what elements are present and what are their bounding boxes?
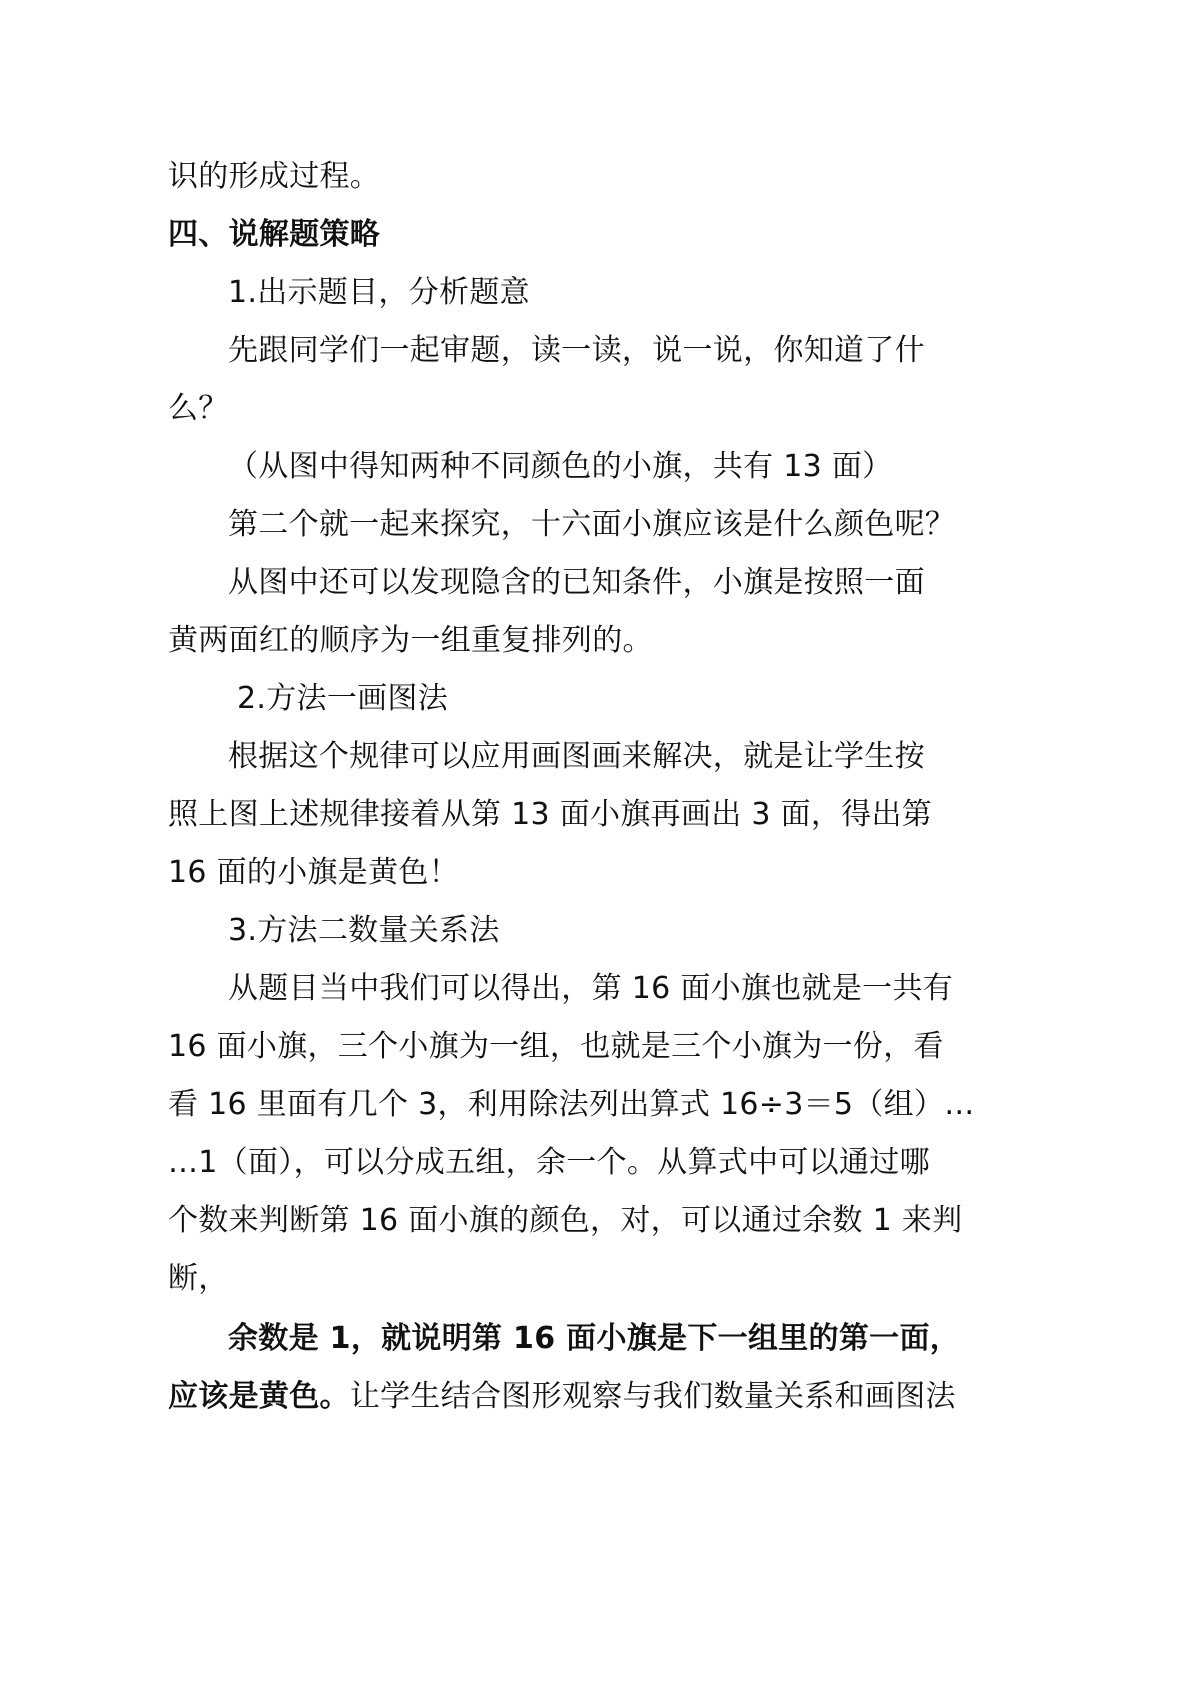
paragraph-line: 先跟同学们一起审题，读一读，说一说，你知道了什 — [228, 333, 925, 368]
emphasis-text: 应该是黄色。 — [168, 1379, 350, 1414]
section-heading: 四、说解题策略 — [168, 217, 381, 252]
paragraph-line: …1（面），可以分成五组，余一个。从算式中可以通过哪 — [168, 1145, 930, 1180]
paragraph-line: 第二个就一起来探究，十六面小旗应该是什么颜色呢？ — [228, 507, 956, 542]
emphasis-line: 余数是 1，就说明第 16 面小旗是下一组里的第一面， — [228, 1321, 961, 1356]
paragraph-line: 从图中还可以发现隐含的已知条件，小旗是按照一面 — [228, 565, 925, 600]
paragraph-line — [168, 1377, 956, 1417]
paragraph-line: 个数来判断第 16 面小旗的颜色，对，可以通过余数 1 来判 — [168, 1203, 963, 1238]
paragraph-line: 根据这个规律可以应用画图画来解决，就是让学生按 — [228, 739, 925, 774]
subheading: 2.方法一画图法 — [237, 681, 449, 716]
paragraph-line: 从题目当中我们可以得出，第 16 面小旗也就是一共有 — [228, 971, 954, 1006]
paragraph-line: 看 16 里面有几个 3，利用除法列出算式 16÷3＝5（组）… — [168, 1087, 975, 1122]
paragraph-line: 黄两面红的顺序为一组重复排列的。 — [168, 623, 653, 658]
paragraph-line: （从图中得知两种不同颜色的小旗，共有 13 面） — [228, 449, 893, 484]
paragraph-line: 断， — [168, 1261, 229, 1296]
paragraph-line: 么？ — [168, 391, 229, 426]
paragraph-line: 16 面小旗，三个小旗为一组，也就是三个小旗为一份，看 — [168, 1029, 944, 1064]
paragraph-line: 识的形成过程。 — [168, 159, 381, 194]
paragraph-text: 让学生结合图形观察与我们数量关系和画图法 — [349, 1379, 956, 1414]
paragraph-line: 16 面的小旗是黄色！ — [168, 855, 460, 890]
paragraph-line: 照上图上述规律接着从第 13 面小旗再画出 3 面，得出第 — [168, 797, 933, 832]
subheading: 3.方法二数量关系法 — [228, 913, 500, 948]
subheading: 1.出示题目，分析题意 — [228, 275, 530, 310]
